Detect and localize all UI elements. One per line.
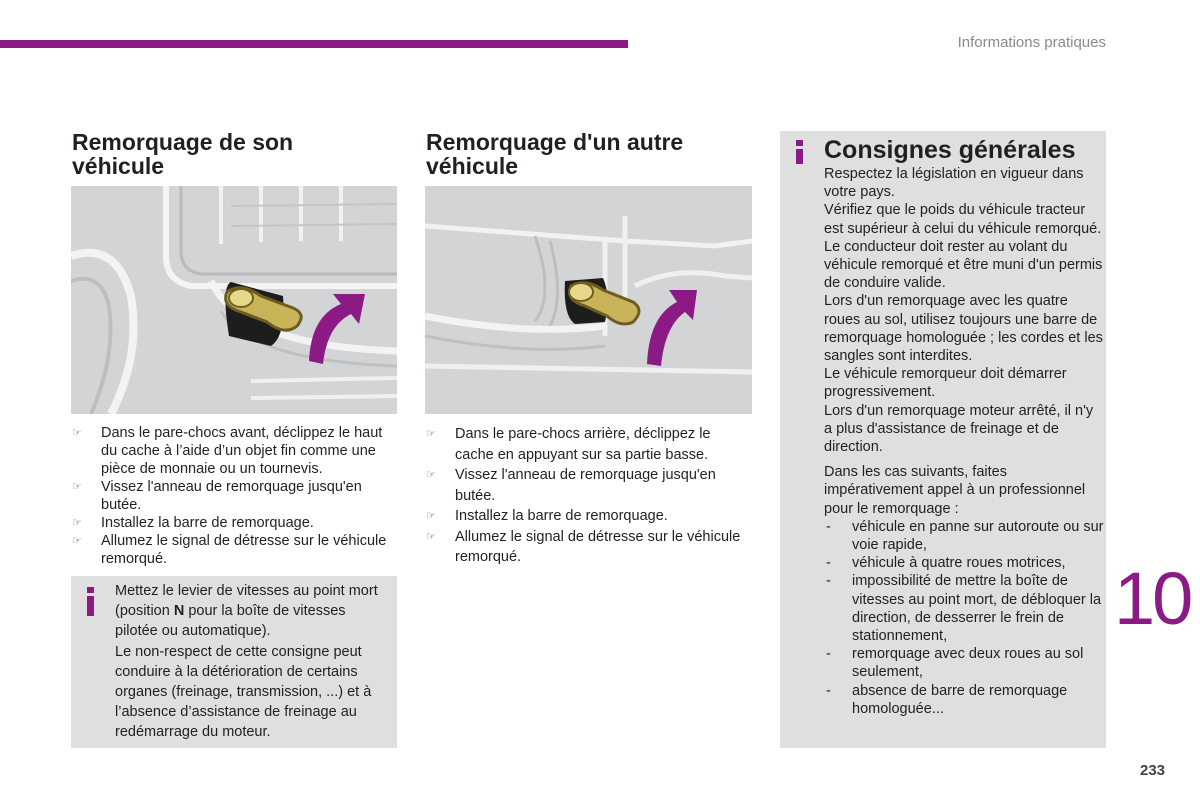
rear-bumper-towing-eye-illustration	[425, 186, 752, 414]
pointing-hand-icon: ☞	[72, 535, 82, 547]
pointing-hand-icon: ☞	[72, 481, 82, 493]
dash-bullet: -	[826, 573, 831, 590]
consignes-paragraph: Vérifiez que le poids du véhicule tracteur est supérieur à celui du véhicule remorqué.	[824, 202, 1102, 237]
pointing-hand-icon: ☞	[426, 510, 436, 522]
consignes-cases-list	[824, 518, 1104, 718]
list-item	[426, 465, 746, 506]
list-item: - véhicule à quatre roues motrices,	[826, 555, 1066, 572]
col2-title-line2: véhicule	[426, 153, 519, 179]
consignes-intro: Dans les cas suivants, faites impérativement appel à un professionnel pour le remorquage :	[824, 464, 1086, 517]
note-paragraph-1: Mettez le levier de vitesses au point mort (position N pour la boîte de vitesses pilotée ou automatique).	[115, 583, 378, 640]
note-paragraph-2: Le non-respect de cette consigne peut conduire à la détérioration de certains organes (freinage, transmission, ...) et à l’absence d’assistance de freinage au redémarrage du moteur.	[115, 643, 372, 741]
consignes-body	[824, 165, 1104, 718]
step-text: Installez la barre de remorquage.	[101, 515, 314, 531]
pointing-hand-icon: ☞	[426, 530, 436, 543]
note-text	[115, 581, 387, 743]
col2-steps-list	[426, 424, 746, 568]
list-item: - véhicule en panne sur autoroute ou sur voie rapide,	[826, 518, 1104, 554]
list-item	[72, 514, 400, 532]
step-text: Allumez le signal de détresse sur le véhicule remorqué.	[101, 533, 387, 567]
pointing-hand-icon: ☞	[426, 428, 436, 440]
consignes-paragraph: Le véhicule remorqueur doit démarrer progressivement.	[824, 366, 1067, 401]
list-item	[426, 424, 746, 465]
dash-bullet: -	[826, 555, 831, 572]
dash-bullet: -	[826, 682, 831, 699]
header-accent-bar	[0, 40, 628, 48]
list-item	[72, 532, 400, 568]
step-text: Dans le pare-chocs arrière, déclippez le cache en appuyant sur sa partie basse.	[455, 426, 711, 463]
chapter-number: 10	[1114, 557, 1191, 640]
front-bumper-towing-eye-illustration	[71, 186, 397, 414]
list-item: - impossibilité de mettre la boîte de vitesses au point mort, de débloquer la direction, de desserrer le frein de stationnement,	[826, 573, 1102, 645]
pointing-hand-icon: ☞	[426, 469, 436, 481]
info-note-box	[71, 576, 397, 748]
step-text: Dans le pare-chocs avant, déclippez le haut du cache à l’aide d’un objet fin comme une pièce de monnaie ou un tournevis.	[101, 425, 383, 477]
consignes-paragraph: Lors d'un remorquage moteur arrêté, il n'y a plus d'assistance de freinage et de direction.	[824, 402, 1094, 456]
consignes-paragraph: Le conducteur doit rester au volant du véhicule remorqué et être muni d'un permis de conduire valide.	[824, 238, 1103, 292]
pointing-hand-icon: ☞	[72, 517, 82, 529]
step-text: Allumez le signal de détresse sur le véhicule remorqué.	[455, 528, 741, 565]
list-item: - absence de barre de remorquage homologuée...	[826, 682, 1068, 717]
consignes-title: Consignes générales	[824, 136, 1076, 164]
consignes-paragraph: Respectez la législation en vigueur dans votre pays.	[824, 166, 1084, 201]
col2-title-line1: Remorquage d'un autre	[426, 129, 684, 155]
dash-bullet: -	[826, 518, 831, 535]
col2-title	[426, 130, 683, 178]
col1-steps-list	[72, 424, 400, 568]
step-text: Vissez l'anneau de remorquage jusqu'en butée.	[455, 467, 716, 504]
list-item	[72, 424, 400, 478]
section-label: Informations pratiques	[957, 34, 1106, 51]
step-text: Vissez l'anneau de remorquage jusqu'en butée.	[101, 479, 362, 513]
col1-title	[72, 130, 293, 178]
step-text: Installez la barre de remorquage.	[455, 508, 668, 524]
col1-title-line2: véhicule	[72, 153, 165, 179]
list-item	[72, 478, 400, 514]
dash-bullet: -	[826, 646, 831, 663]
col1-title-line1: Remorquage de son	[72, 129, 294, 155]
consignes-paragraph: Lors d'un remorquage avec les quatre roues au sol, utilisez toujours une barre de remorquage homologuée ; les cordes et les sangles sont interdites.	[824, 293, 1103, 365]
pointing-hand-icon: ☞	[72, 427, 82, 439]
page-number: 233	[1140, 762, 1166, 779]
list-item: - remorquage avec deux roues au sol seulement,	[826, 646, 1084, 681]
list-item	[426, 506, 746, 527]
list-item	[426, 527, 746, 568]
